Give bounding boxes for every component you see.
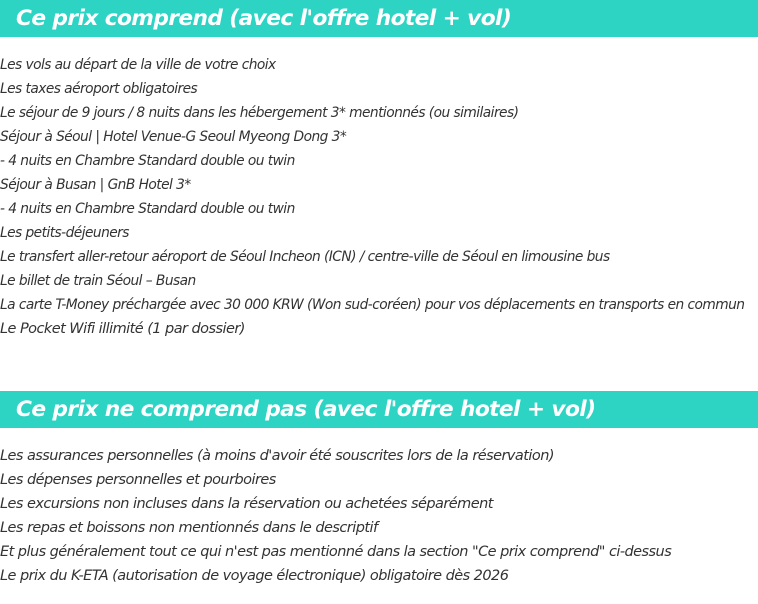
list-item: Séjour à Séoul | Hotel Venue-G Seoul Myeong Dong 3*	[0, 129, 347, 145]
list-item: - 4 nuits en Chambre Standard double ou twin	[0, 201, 295, 217]
list-item: Les excursions non incluses dans la réservation ou achetées séparément	[0, 496, 493, 512]
list-item: Les repas et boissons non mentionnés dans le descriptif	[0, 520, 378, 536]
list-item: Les dépenses personnelles et pourboires	[0, 472, 276, 488]
list-item: Le prix du K-ETA (autorisation de voyage électronique) obligatoire dès 2026	[0, 568, 509, 584]
included-items-list	[0, 53, 744, 341]
list-item: Les petits-déjeuners	[0, 225, 129, 241]
list-item: Le séjour de 9 jours / 8 nuits dans les hébergement 3* mentionnés (ou similaires)	[0, 105, 519, 121]
list-item: La carte T-Money préchargée avec 30 000 KRW (Won sud-coréen) pour vos déplacements en transports en commun	[0, 297, 745, 313]
included-section-heading: Ce prix comprend (avec l'offre hotel + vol)	[0, 0, 758, 37]
list-item: Et plus généralement tout ce qui n'est pas mentionné dans la section "Ce prix comprend" ci-dessus	[0, 544, 672, 560]
list-item: Les taxes aéroport obligatoires	[0, 81, 198, 97]
list-item: Le transfert aller-retour aéroport de Séoul Incheon (ICN) / centre-ville de Séoul en limousine bus	[0, 249, 610, 265]
list-item: Les vols au départ de la ville de votre choix	[0, 57, 276, 73]
excluded-items-list	[0, 444, 671, 588]
list-item: Séjour à Busan | GnB Hotel 3*	[0, 177, 191, 193]
list-item: - 4 nuits en Chambre Standard double ou twin	[0, 153, 295, 169]
list-item: Les assurances personnelles (à moins d'avoir été souscrites lors de la réservation)	[0, 448, 554, 464]
list-item: Le billet de train Séoul – Busan	[0, 273, 196, 289]
excluded-section-heading: Ce prix ne comprend pas (avec l'offre hotel + vol)	[0, 391, 758, 428]
list-item: Le Pocket Wifi illimité (1 par dossier)	[0, 321, 245, 337]
